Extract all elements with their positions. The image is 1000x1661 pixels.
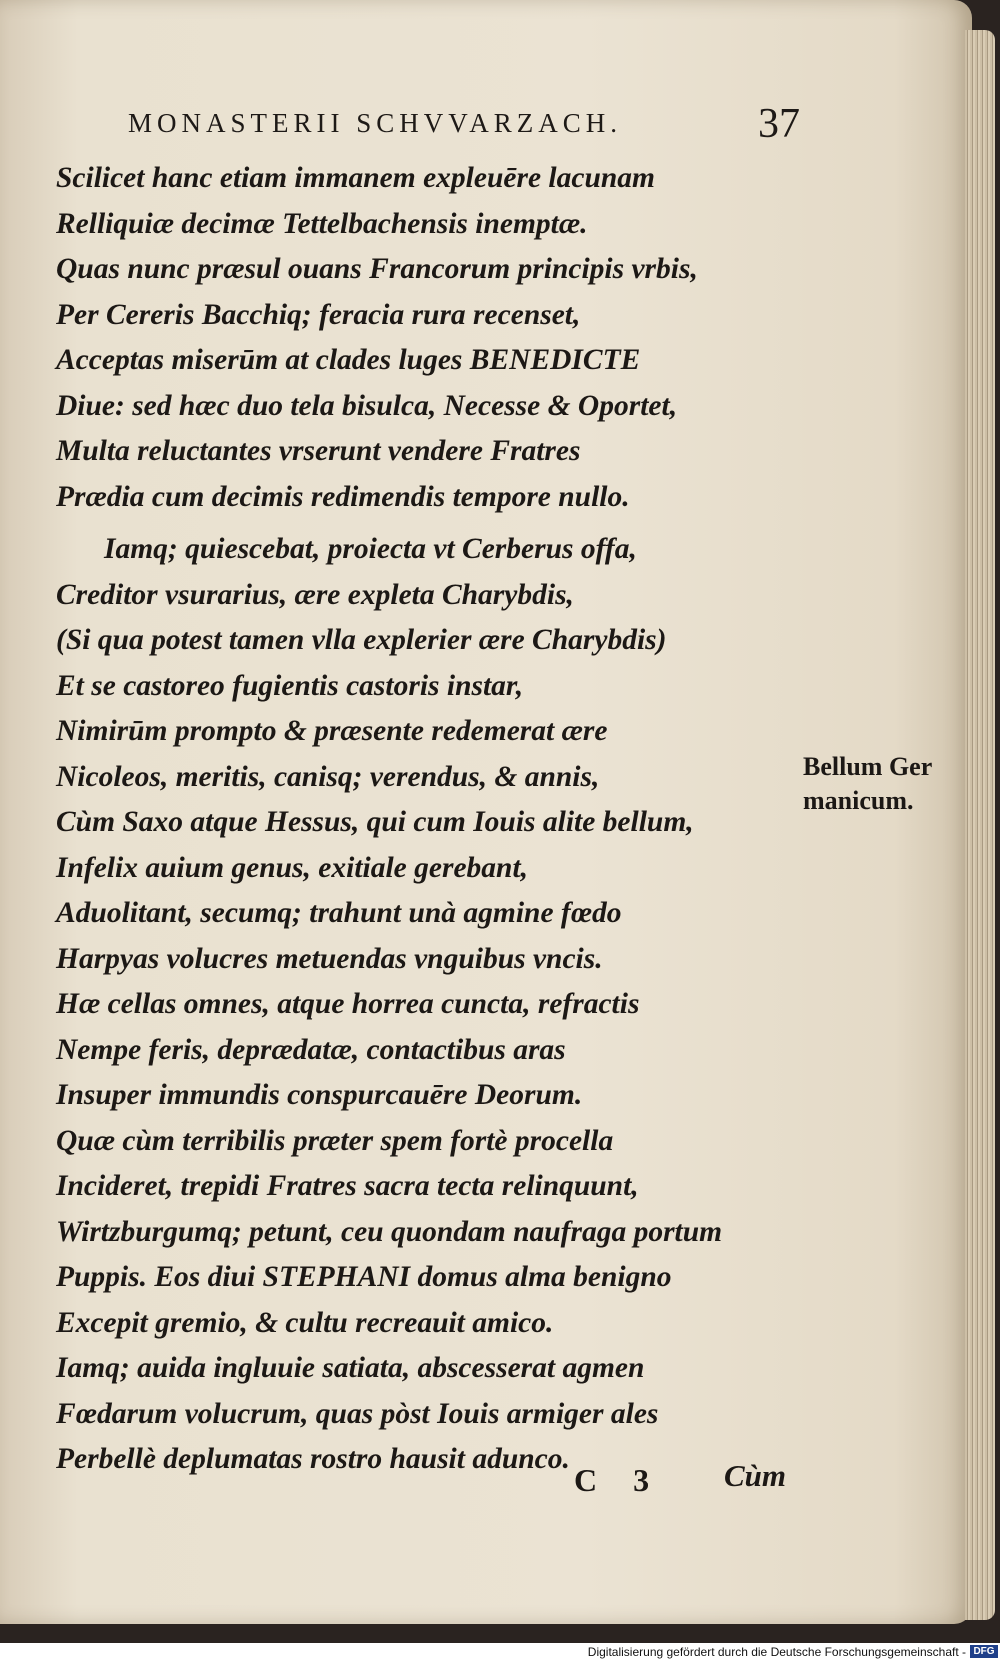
dfg-logo-icon: DFG <box>970 1645 998 1658</box>
verse-line: Insuper immundis conspurcauēre Deorum. <box>56 1079 583 1111</box>
verse-line: Acceptas miserūm at clades luges BENEDICTE <box>56 344 641 376</box>
verse-line: Relliquiæ decimæ Tettelbachensis inemptæ. <box>56 207 588 240</box>
verse-stanza-1 <box>56 156 698 520</box>
verse-stanza-2 <box>56 527 722 1483</box>
verse-line: Iamq; quiescebat, proiecta vt Cerberus offa, <box>104 533 637 565</box>
signature-mark: C 3 <box>574 1462 664 1498</box>
verse-line: Cùm Saxo atque Hessus, qui cum Iouis alite bellum, <box>56 806 694 838</box>
verse-line: Aduolitant, secumq; trahunt unà agmine fœdo <box>56 897 622 929</box>
verse-line: Harpyas volucres metuendas vnguibus vncis. <box>56 942 603 975</box>
verse-line: Et se castoreo fugientis castoris instar, <box>56 669 524 702</box>
verse-line: Nimirūm prompto & præsente redemerat ære <box>56 715 608 747</box>
verse-line: Nempe feris, deprædatæ, contactibus aras <box>56 1033 566 1066</box>
marginal-note-line: manicum. <box>803 786 914 815</box>
verse-line: Prædia cum decimis redimendis tempore nullo. <box>56 480 630 513</box>
verse-line: Quæ cùm terribilis præter spem fortè procella <box>56 1124 614 1157</box>
verse-line: Wirtzburgumq; petunt, ceu quondam naufraga portum <box>56 1215 723 1248</box>
verse-line: Incideret, trepidi Fratres sacra tecta relinquunt, <box>56 1170 639 1202</box>
verse-line: Iamq; auida ingluuie satiata, abscesserat agmen <box>56 1352 645 1384</box>
verse-line: Infelix auium genus, exitiale gerebant, <box>56 851 529 884</box>
marginal-note <box>803 750 932 818</box>
verse-line: Creditor vsurarius, ære expleta Charybdis, <box>56 578 574 611</box>
verse-line: Quas nunc præsul ouans Francorum principis vrbis, <box>56 253 698 285</box>
verse-line: (Si qua potest tamen vlla explerier ære Charybdis) <box>56 624 667 656</box>
verse-line: Fœdarum volucrum, quas pòst Iouis armiger ales <box>56 1397 659 1430</box>
catchword: Cùm <box>724 1458 787 1493</box>
page-edges <box>965 30 995 1620</box>
verse-line: Puppis. Eos diui STEPHANI domus alma benigno <box>56 1261 672 1293</box>
verse-line: Excepit gremio, & cultu recreauit amico. <box>56 1306 554 1339</box>
verse-line: Multa reluctantes vrserunt vendere Fratres <box>56 435 581 467</box>
verse-line: Nicoleos, meritis, canisq; verendus, & annis, <box>56 760 600 793</box>
verse-line: Diue: sed hæc duo tela bisulca, Necesse & Oportet, <box>56 389 678 422</box>
digitization-credit: Digitalisierung gefördert durch die Deutsche Forschungsgemeinschaft - <box>587 1645 966 1659</box>
page-number: 37 <box>758 101 800 147</box>
marginal-note-line: Bellum Ger <box>803 752 933 781</box>
verse-line: Perbellè deplumatas rostro hausit adunco. <box>56 1443 570 1475</box>
running-head: MONASTERII SCHVVARZACH. <box>128 108 623 138</box>
verse-line: Hæ cellas omnes, atque horrea cuncta, refractis <box>56 988 640 1020</box>
verse-line: Per Cereris Bacchiq; feracia rura recenset, <box>56 298 581 331</box>
verse-line: Scilicet hanc etiam immanem expleuēre lacunam <box>56 162 655 194</box>
